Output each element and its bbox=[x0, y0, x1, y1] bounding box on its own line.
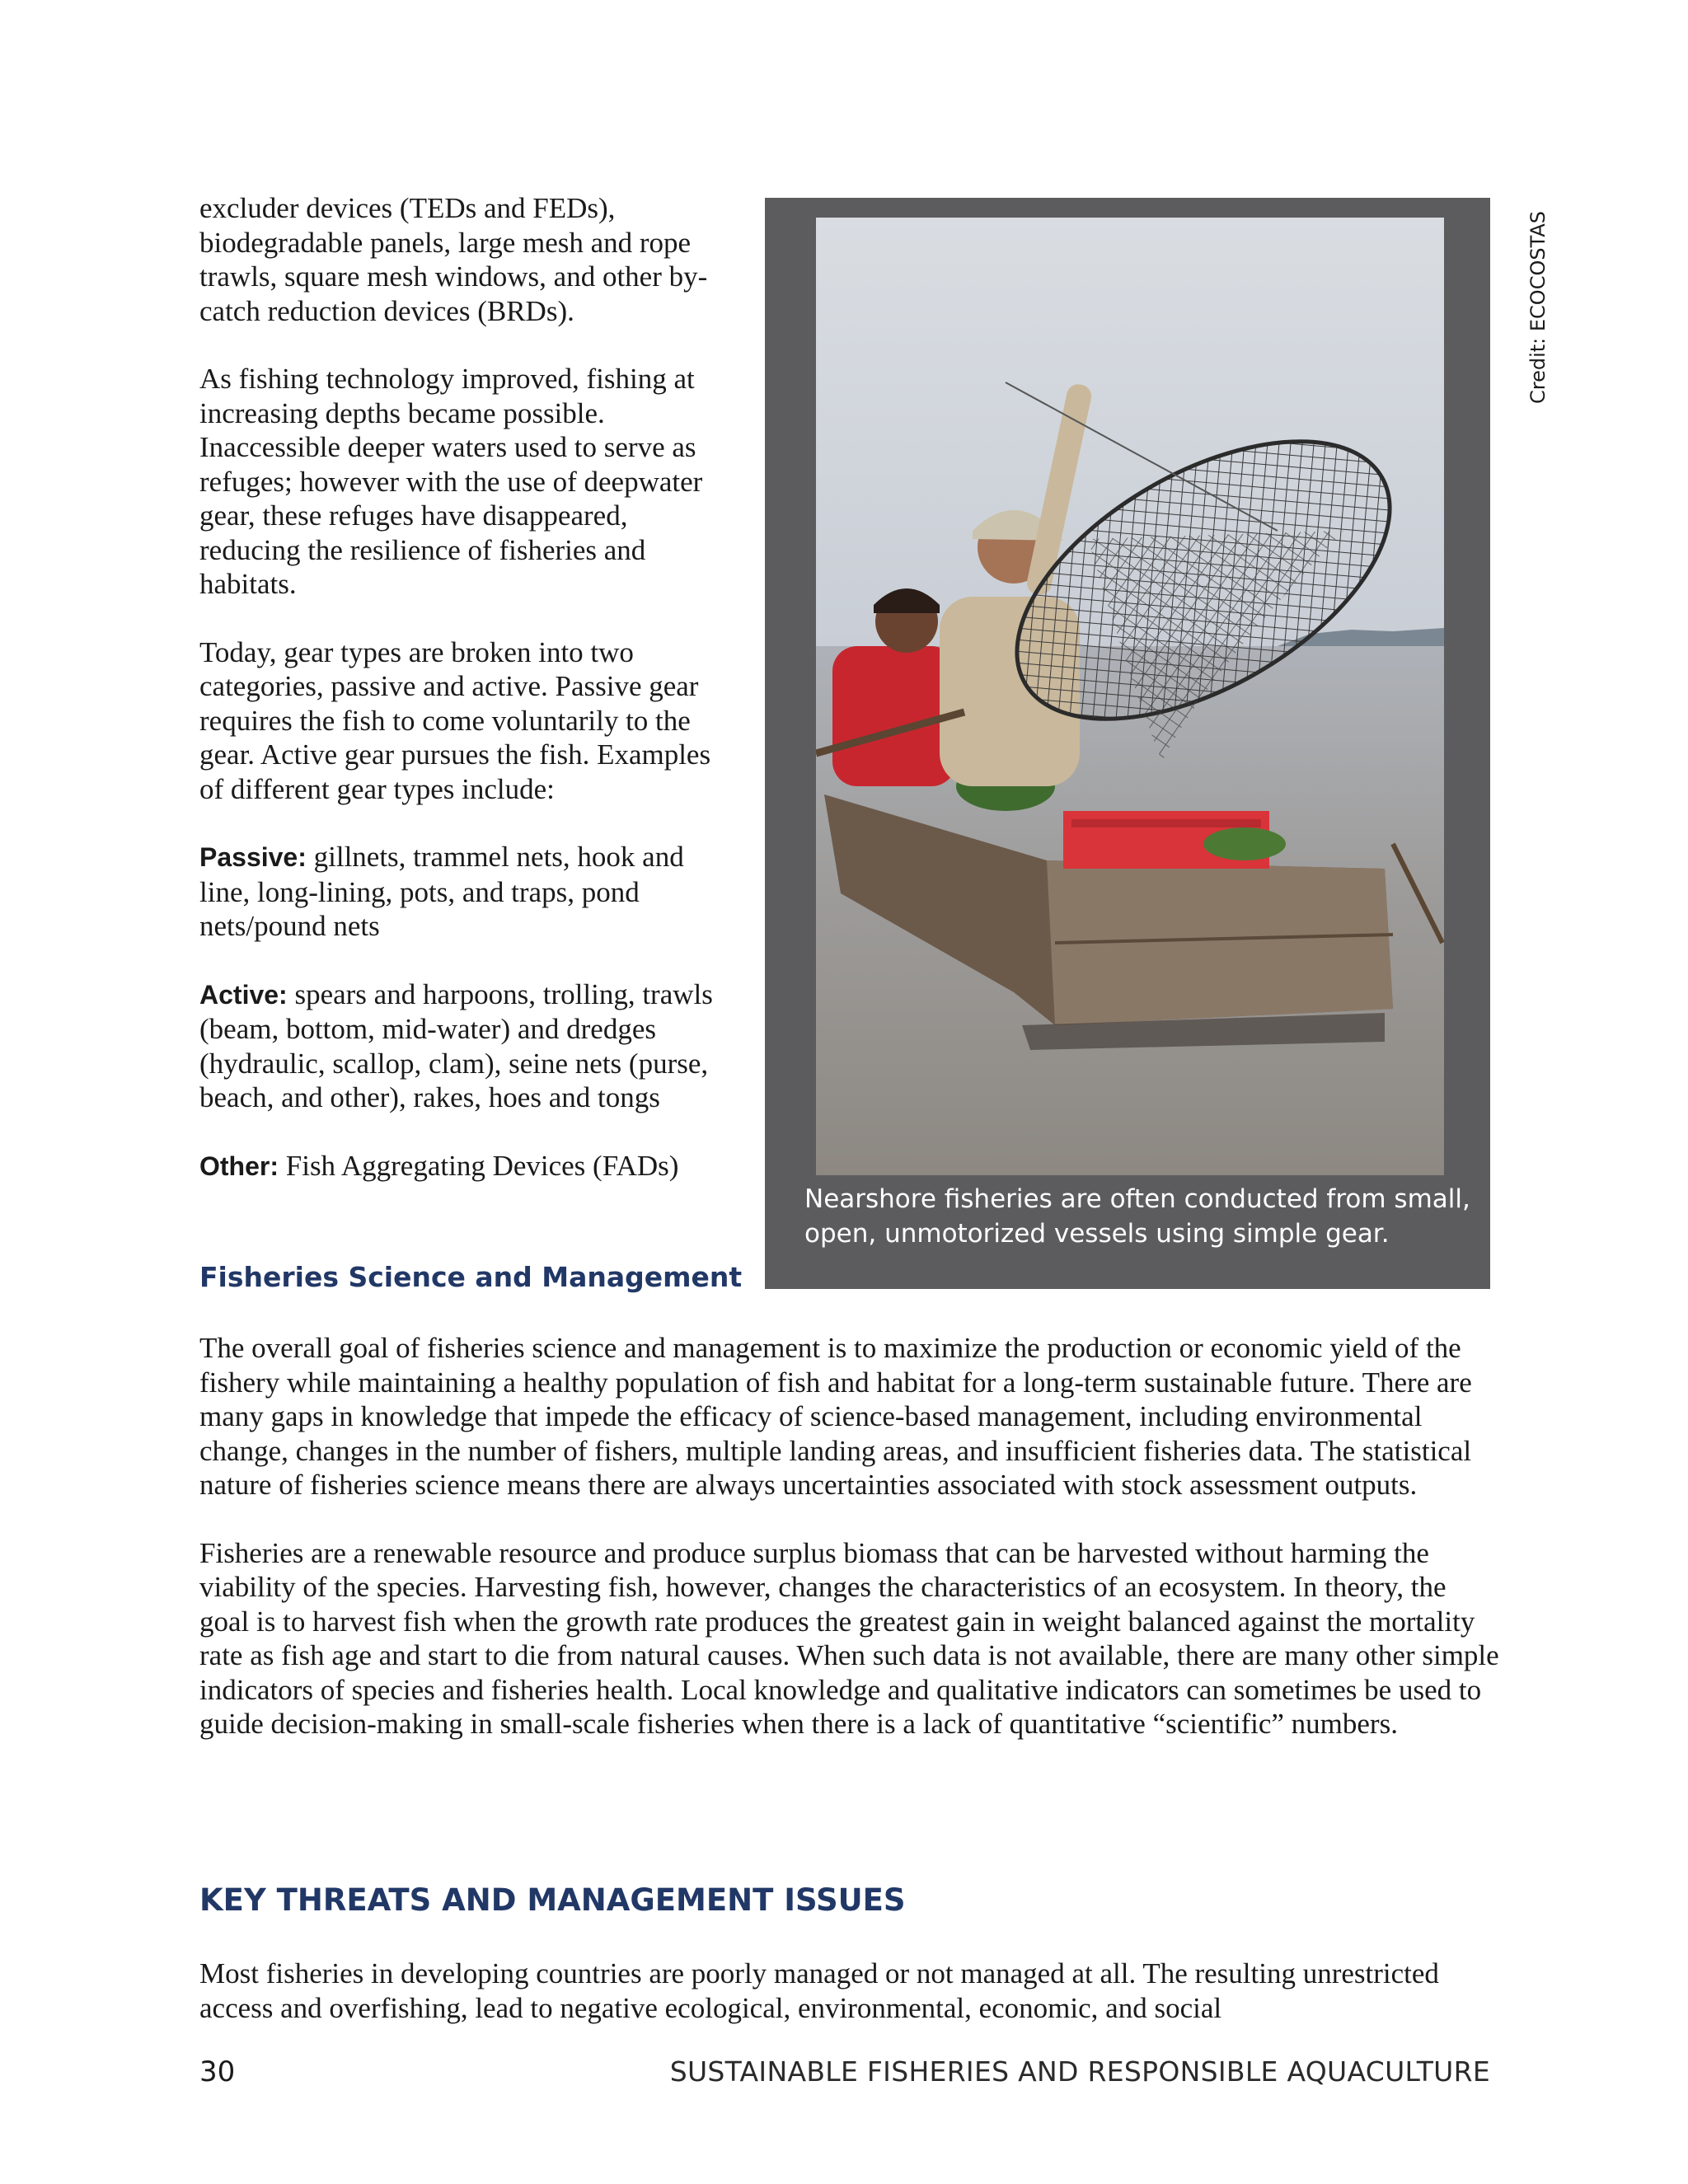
gear-paragraph-2: As fishing technology improved, fishing at increasing depths became possible. Inaccessible deeper waters used to serve as refuges; however with the use of deepwater gear, these refuges have disappeared, reducing the resilience of fisheries and habitats. bbox=[199, 363, 703, 600]
section-heading-fisheries-science: Fisheries Science and Management bbox=[199, 1261, 743, 1293]
body-text bbox=[199, 1331, 1502, 1775]
fishing-boat-photo bbox=[816, 218, 1444, 1175]
other-gear-item bbox=[199, 1149, 727, 1184]
body-paragraph-2: Fisheries are a renewable resource and produce surplus biomass that can be harvested without harming the viability of the species. Harvesting fish, however, changes the characteristics of an ecosystem. In theory, the goal is to harvest fish when the growth rate produces the greatest gain in weight balanced against the mortality rate as fish age and start to die from natural causes. When such data is not available, there are many other simple indicators of species and fisheries health. Local knowledge and qualitative indicators can sometimes be used to guide decision-making in small-scale fisheries when there is a lack of quantitative “scientific” numbers. bbox=[199, 1536, 1499, 1740]
photo-figure bbox=[765, 198, 1490, 1289]
section-heading-key-threats: KEY THREATS AND MANAGEMENT ISSUES bbox=[199, 1882, 906, 1918]
passive-text: gillnets, trammel nets, hook and line, long-lining, pots, and traps, pond nets/pound nets bbox=[199, 841, 684, 942]
gear-paragraph-3: Today, gear types are broken into two categories, passive and active. Passive gear requires the fish to come voluntarily to the gear. Active gear pursues the fish. Examples of different gear types include: bbox=[199, 635, 711, 805]
left-column bbox=[199, 191, 727, 1217]
other-text: Fish Aggregating Devices (FADs) bbox=[279, 1149, 679, 1182]
active-text: spears and harpoons, trolling, trawls (beam, bottom, mid-water) and dredges (hydraulic, scallop, clam), seine nets (purse, beach, and other), rakes, hoes and tongs bbox=[199, 977, 713, 1113]
photo-credit: Credit: ECOCOSTAS bbox=[1526, 210, 1550, 404]
gear-paragraph-1: excluder devices (TEDs and FEDs), biodegradable panels, large mesh and rope trawls, square mesh windows, and other by-catch reduction devices (BRDs). bbox=[199, 192, 708, 327]
active-label: Active: bbox=[199, 979, 288, 1010]
body-paragraph-1: The overall goal of fisheries science and management is to maximize the production or economic yield of the fishery while maintaining a healthy population of fish and habitat for a long-term sustainable future. There are many gaps in knowledge that impede the efficacy of science-based management, including environmental change, changes in the number of fishers, multiple landing areas, and insufficient fisheries data. The statistical nature of fisheries science means there are always uncertainties associated with stock assessment outputs. bbox=[199, 1332, 1472, 1501]
photo-caption: Nearshore fisheries are often conducted from small, open, unmotorized vessels using simple gear. bbox=[804, 1184, 1470, 1249]
page-number: 30 bbox=[199, 2055, 236, 2088]
passive-gear-item bbox=[199, 840, 727, 944]
passive-label: Passive: bbox=[199, 842, 307, 872]
key-threats-paragraph: Most fisheries in developing countries are poorly managed or not managed at all. The resulting unrestricted access and overfishing, lead to negative ecological, environmental, economic, and social bbox=[199, 1957, 1439, 2024]
active-gear-item bbox=[199, 977, 727, 1115]
running-footer-title: SUSTAINABLE FISHERIES AND RESPONSIBLE AQUACULTURE bbox=[669, 2055, 1490, 2088]
other-label: Other: bbox=[199, 1151, 279, 1181]
